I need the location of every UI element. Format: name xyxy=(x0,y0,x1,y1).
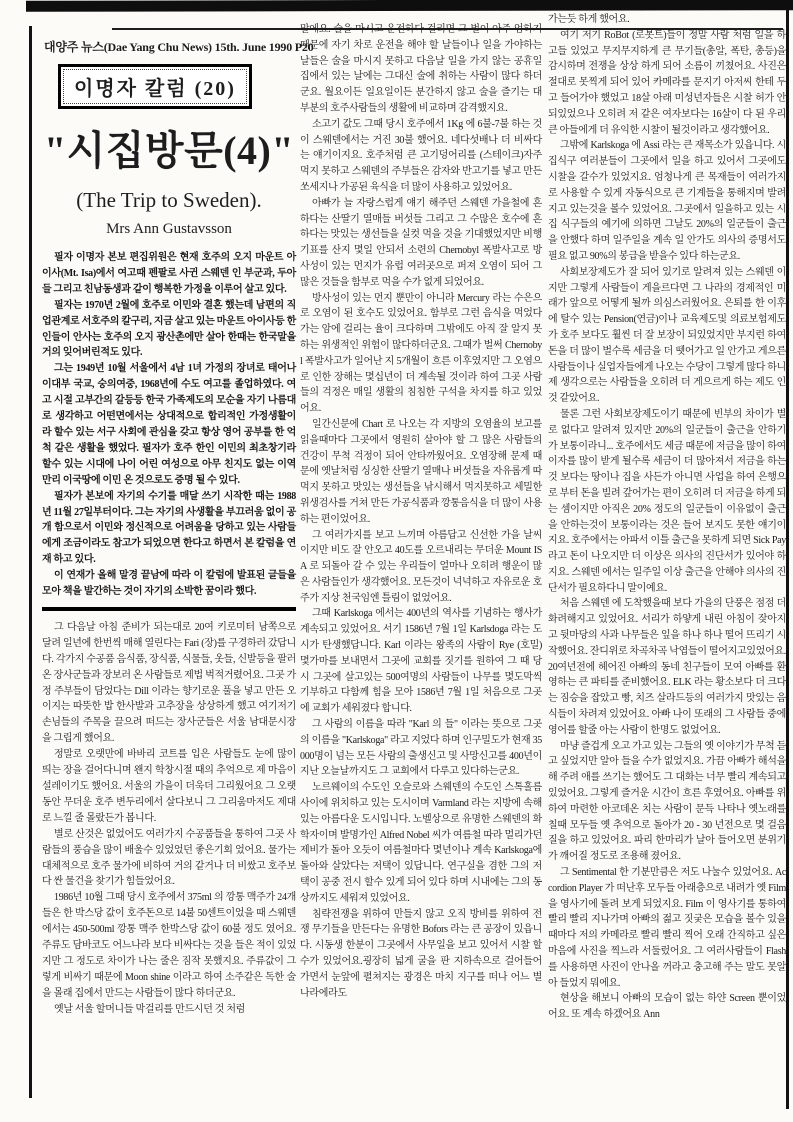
body-paragraph: 마냥 즐겁게 오고 가고 있는 그들의 옛 이야기가 무척 듣고 싶었지만 알아 들을 수가 없었지요. 가끔 아빠가 해석을 해 주려 애를 쓰기는 했어도 그 대화는 너무 빨리 계속되고 있었어요. 그렇게 즐거운 시간이 흐른 후였어요. 아빠를 위하여 마련한 아코데온 치는 사람이 문득 나타나 옛노래를 칠때 모두들 옛 추억으로 돌아가 20 - 30 년전으로 몇 걸음질을 하고 있었어요. 파리 한마리가 날아 들어오면 분위기가 깨어질 정도로 조용해 졌어요. xyxy=(548,740,786,863)
column-2 xyxy=(300,22,542,1001)
body-paragraph: 사회보장제도가 잘 되어 있기로 알려져 있는 스웨덴 이지만 그렇게 사람들이 게을르다면 그 나라의 경제적인 미래가 앞으로 어떻게 될까 의심스러웠어요. 은퇴를 한 이후에 탈수 있는 Pension(연금)이나 교육제도및 의료보험제도가 호주 보다도 훨씬 더 잘 보장이 되있었지만 부지런 하여 돈을 더 많이 벌수록 세금을 더 뗏어가고 일 안가고 게으른 사람들이나 실업자들에게 나오는 수당이 그렇게 많다 하니 제 생각으로는 사람들을 오히려 더 게으르게 하는 제도 인것 같았어요. xyxy=(548,266,786,405)
body-paragraph: 그 여러가지를 보고 느끼며 아름답고 신선한 가을 날씨 이지만 비도 잘 안오고 40도를 오르내리는 무더운 Mount ISA 로 되돌아 갈 수 있는 우리들이 얼마나 오히려 행운이 많은 사람들인가 생각했어요. 모든것이 넉넉하고 자유로운 호주가 지상 천국임엔 틀림이 없었어요. xyxy=(300,529,542,604)
body-paragraph: 방사성이 있는 먼지 뿐만이 아니라 Mercury 라는 수은으로 오염이 된 호수도 있었어요. 함부로 그런 음식을 먹었다가는 암에 걸리는 율이 크다하며 그밖에도 아직 잘 알지 못하는 위생적인 위험이 많다하더군요. 그때가 벌써 Chernobyl 폭발사고가 일어난 지 5개월이 흐른 이후였지만 그 오염으로 인한 장해는 몇십년이 더 계속될 것이라 하여 그곳 사람들의 걱정은 매일 생활의 침침한 구석을 차지를 하고 있었어요. xyxy=(300,292,542,415)
article-title: "시집방문(4)" xyxy=(43,128,295,173)
intro-paragraph: 필자 이명자 본보 편집위원은 현재 호주의 오지 마운트 아이사(Mt. Isa)에서 여고때 펜팔로 사귄 스웨덴 인 부군과, 두아들 그리고 친남동생과 같이 행복한 가정을 이루어 살고 있다. xyxy=(42,252,296,295)
column-3 xyxy=(548,12,786,1023)
body-paragraph: 물론 그런 사회보장제도이기 때문에 빈부의 차이가 별로 없다고 알려져 있지만 20%의 일군들이 출근을 안하기가 보통이라니... 호주에서도 세금 때문에 저금을 많이 하여 이자를 많이 받게 될수록 세금이 더 많아져서 저금을 하는것 보다는 땅이나 집을 사든가 아니면 사업을 하여 은행으로 부터 돈을 빌려 갚어가는 편이 오히려 더 저금을 하게 되는 셈이지만 아직은 20% 정도의 일군들이 이유없이 출근을 안하는것이 보통이라는 것은 들어 보지도 못한 얘기이지요. 호주에서는 아파서 이틀 출근을 못하게 되면 Sick Pay 라고 돈이 나오지만 더 이상은 의사의 진단서가 있어야 하지요. 스웨덴 에서는 일주일 이상 출근을 안해야 의사의 진단서가 필요하다니 말이예요. xyxy=(548,408,786,594)
body-paragraph: 아빠가 늘 자랑스럽게 얘기 해주던 스웨덴 가을철에 흔하다는 산딸기 열매들 버섯들 그리고 그 수많은 호수에 흔하다는 맛있는 생선들을 실컷 먹을 것을 기대했었지만 비행기표를 산지 몇일 안되서 소련의 Chernobyl 폭발사고로 방사성이 있는 먼지가 유럽 여러곳으로 퍼져 오염이 되어 그 많은 것들을 함부로 먹을 수가 없게 되었어요. xyxy=(300,197,542,288)
body-paragraph: 1986년 10월 그때 당시 호주에서 375ml 의 깡통 맥주가 24개 들은 한 박스당 값이 호주돈으로 14불 50센트이었을 때 스웨덴에서는 450-500ml 깡통 맥주 한박스당 값이 60불 정도 였어요. 주류도 담바코도 어느나라 보다 비싸다는 것을 들은 적이 있었지만 그 정도로 차이가 나는 줄은 짐작 못했지요. 주류값이 그렇게 비싸기 때문에 Moon shine 이라고 하여 소주같은 독한 술을 몰래 집에서 만드는 사람들이 많다 하더군요. xyxy=(42,892,296,999)
scan-border-left xyxy=(29,26,32,1098)
column-badge xyxy=(58,64,252,109)
byline: Mrs Ann Gustavsson xyxy=(106,221,232,237)
column-badge-label: 이명자 칼럼 (20) xyxy=(63,69,247,104)
column-badge-wrap xyxy=(58,64,296,109)
intro-paragraph: 필자는 1970년 2월에 호주로 이민와 결혼 했는데 남편의 직업관계로 서호주의 칼구리, 지금 살고 있는 마운트 아이사등 한인들이 안사는 호주의 오지 광산촌에만 살아 한때는 한국말을 거의 잊어버린적도 있다. xyxy=(42,299,296,359)
body-paragraph: 그때 Karlskoga 에서는 400년의 역사를 기념하는 행사가 계속되고 있었어요. 서기 1586년 7월 1일 Karlsdoga 라는 도시가 탄생했답니다. Karl 이라는 왕족의 사람이 Rye (호밀) 몇가마를 보내면서 그곳에 교회를 짓기를 원하여 그 때 당시 그곳에 살고있는 500여명의 사람들이 나무를 몇도막씩 기부하고 다함께 힘을 모아 1586년 7월 1일 처음으로 그곳에 교회가 세워졌다 합니다. xyxy=(300,608,542,715)
intro-paragraph: 이 연재가 올해 말경 끝남에 따라 이 칼럼에 발표된 글들을 모아 책을 발간하는 것이 자기의 소박한 꿈이라 했다. xyxy=(42,570,296,598)
scan-border-right xyxy=(786,9,789,1109)
editor-intro xyxy=(42,250,296,600)
column-1 xyxy=(42,14,314,1018)
body-paragraph: 일간신문에 Chart 로 나오는 각 지방의 오염율의 보고를 읽을때마다 그곳에서 영원히 살아야 할 그 많은 사람들의 건강이 무척 걱정이 되어 안타까웠어요. 오염장해 문제 때문에 옛날처럼 싱싱한 산딸기 열매나 버섯들을 자유롭게 따 먹지 못하고 맛있는 생선들을 낚시해서 먹지못하고 세밀한 위생검사를 거쳐 만든 가공식품과 깡통음식을 더 많이 사용하는 편이었어요. xyxy=(300,418,542,525)
body-paragraph: 별로 산것은 없었어도 여러가지 수공품들을 통하여 그곳 사람들의 풍습을 많이 배울수 있었었던 좋은기회 었어요. 물가는 대체적으로 호주 물가에 비하여 거의 같거나 더 비쌌고 호주보다 싼 물건을 찾기가 힘들었어요. xyxy=(42,828,296,888)
section-divider xyxy=(42,607,296,611)
body-paragraph: 여기 저기 RoBot (로봇트)들이 정말 사람 처럼 일을 하고들 있었고 무지무지하게 큰 무기들(총알, 폭탄, 총등)을 감시하며 전쟁을 상상 하게 되어 소름이 끼쳤어요. 사진은 절대로 못찍게 되어 있어 카메라를 문지기 아저씨 한테 두고 들어가야 했었고 18살 아래 미성년자들은 시찰 허가 안되있었으나 오히려 저 같은 여자보다는 16살이 다 된 우리 큰 아들에게 더 유익한 시찰이 될것이라고 생각했어요. xyxy=(548,29,786,136)
body-paragraph: 그밖에 Karlskoga 에 Assi 라는 큰 재목소가 있읍니다. 시집식구 여러분들이 그곳에서 일을 하고 있어서 그곳에도 시찰을 갈수가 있었지요. 엄청나게 큰 목재들이 여러가지로 사용할 수 있게 자동식으로 큰 기계들을 통해지며 발려지고 있는것을 볼수 있었어요. 그곳에서 일을하고 있는 시집 식구들의 예기에 의하면 그날도 20%의 일군들이 출근을 안했다 하며 일주일을 계속 일 안가도 의사의 증명서도 필요 없고 90%의 봉급을 받을수 있다 하는군요. xyxy=(548,140,786,262)
body-paragraph: 가는듯 하게 했어요. xyxy=(548,14,630,25)
intro-paragraph: 필자가 본보에 자기의 수기를 매달 쓰기 시작한 때는 1988년 11월 27일부터이다. 그는 자기의 사생활을 부끄러움 없이 공개 함으로서 이민와 정신적으로 어려움을 당하고 있는 사람들에게 조금이라도 참고가 되었으면 한다고 하면서 본 칼럼을 연재 하고 있다. xyxy=(42,490,296,566)
body-paragraph: 그 Sentimental 한 기분만큼은 저도 나눌수 있었어요. Accordion Player 가 떠난후 모두들 아래층으로 내려가 옛 Film 을 영사기에 돌려 보게 되었지요. Film 이 영사기를 통하여 빨리 빨리 지나가며 아빠의 젊고 짓궂은 모습을 볼수 있을때마다 저의 카메라로 빨리 빨리 찍어 오래 간직하고 싶은 마음에 사진을 찍느라 서둘렀어요. 그 여러사람들이 Flash 를 사용하면 사진이 안나올 꺼라고 충고해 주는 말도 못알아 들었지 뭐에요. xyxy=(548,867,786,989)
body-paragraph: 옛날 서울 할머니들 막걸리를 만드시던 것 처럼 xyxy=(54,1003,246,1015)
body-paragraph: 현상을 해보니 아빠의 모습이 없는 하얀 Screen 뿐이었어요. 또 계속 하겠어요 Ann xyxy=(548,993,786,1021)
body-paragraph: 그 사람의 이름을 따라 "Karl 의 들" 이라는 뜻으로 그곳의 이름을 "Karlskoga" 라고 지었다 하며 인구밀도가 현재 35000명이 넘는 모든 사람의 출생신고 및 사망신고를 400년이 지난 오늘날까지도 그 교회에서 다루고 있다하는군요. xyxy=(300,719,542,778)
body-paragraph: 노르웨이의 수도인 오슬로와 스웨덴의 수도인 스톡홀름 사이에 위치하고 있는 도시이며 Varmland 라는 지방에 속해있는 아름다운 도시입니다. 노벨상으로 유명한 스웨덴의 화학자이며 발명가인 Alfred Nobel 씨가 여름철 따라 멀리가던 제비가 돌아 오듯이 여름철마다 몇년이나 계속 Karlskoga에 돌아와 살았다는 저택이 있답니다. 연구실을 겸한 그의 저택이 공중 전시 할수 있게 되어 있다 하며 시내에는 그의 동상까지도 세워져 있었어요. xyxy=(300,782,542,904)
masthead: 대양주 뉴스(Dae Yang Chu News) 15th. June 1990 P20 xyxy=(44,40,314,54)
body-paragraph: 처음 스웨덴 에 도착했을때 보다 가을의 단풍은 점점 더 화려해지고 있었어요. 서리가 하얗게 내린 아침이 잦아지고 뒷마당의 사과 나무들은 잎을 하나 하나 떨어 뜨리기 시작했어요. 잔디위로 차곡차곡 낙엽들이 떨어지고있었어요. 20여년전에 헤어진 아빠의 동네 친구들이 모여 아빠를 환영하는 큰 파티를 준비했어요. ELK 라는 황소보다 더 크다는 짐승을 잡았고 빵, 치즈 살라드등의 여러가지 맛있는 음식들이 차려져 있었어요. 아빠 나이 또래의 그 사람들 중에 영어를 할줄 아는 사람이 한명도 없었어요. xyxy=(548,598,786,736)
article-subtitle: (The Trip to Sweden). xyxy=(76,188,262,212)
body-paragraph: 정말로 오랫만에 바바리 코트를 입은 사람들도 눈에 많이 띄는 장을 걸어다니며 왠지 학창시절 때의 추억으로 제 마음이 설레이기도 했어요. 서울의 가을이 더욱더 그리웠어요 그 오랫동안 무더운 호주 변두리에서 살다보니 그 그리움마저도 제대로 느낄 줄 몰랐든가 봅니다. xyxy=(42,749,296,824)
body-paragraph: 소고기 값도 그때 당시 호주에서 1Kg 에 6불-7불 하는 것이 스웨덴에서는 거진 30불 했어요. 네다섯배나 더 비싸다는 얘기이지요. 호주처럼 큰 고기덩어리를 (스테이크)자주 먹지 못하고 스웨덴의 주부들은 감자와 반고기를 넣고 만든 쏘세지나 가공된 육식을 더 많이 사용하고 있었어요. xyxy=(300,118,542,193)
body-paragraph: 그 다음날 아침 준비가 되는대로 20여 키로미터 남쪽으로 달려 일년에 한번씩 매해 열린다는 Fari (장)를 구경하러 갔답니다. 각가지 수공품 음식품, 장식품, 식물들, 옷들, 신발등을 팔러온 장사군들과 장보러 온 사람들로 제법 벅적거렸어요. 그곳 가정 주부들이 담었다는 Dill 이라는 향기로운 풀을 넣고 만든 오이지는 따뜻한 밥 한사발과 고추장을 상상하게 했고 여기저기 손님들의 주목을 끌으려 떠드는 장사군들은 서울 남대문시장을 그립게 했어요. xyxy=(42,621,296,745)
body-paragraph: 말에요. 술을 마시고 운전하다 걸리면 그 벌이 아주 엄하기 때문에 자기 차로 운전을 해야 할 날들이나 일을 가야하는 날들은 술을 마시지 못하고 다음날 일을 가지 않는 공휴일 집에서 있는 날에는 그대신 술에 취하는 사람이 많다 하더군요. 월요이든 일요일이든 분간하지 않고 술을 즐기는 대부분의 호주사람들의 생활에 비교하며 감격했지요. xyxy=(300,24,542,114)
intro-paragraph: 그는 1949년 10월 서울에서 4남 1녀 가정의 장녀로 태어나 이대부 국교, 숭의여중, 1968년에 수도 여고를 졸업하였다. 여고 시절 고부간의 갈등등 한국 가족제도의 모순을 자기 나름대로 생각하고 어떤면에서는 상대적으로 합리적인 가정생활이라 할수 있는 서구 사회에 관심을 갖고 항상 영어 공부를 한 억척 같은 생활을 했었다. 필자가 호주 한인 이민의 최초창기라 할수 있는 시대에 나이 어린 여성으로 아무 친지도 없는 이역 만리 이국땅에 이민 온 것으로도 증명 될 수 있다. xyxy=(42,363,296,486)
body-paragraph: 침략전쟁을 위하여 만들지 않고 오직 방비를 위하여 전쟁 무기들을 만든다는 유명한 Bofors 라는 큰 공장이 있읍니다. 시동생 한분이 그곳에서 사무일을 보고 있어서 시찰 할수가 있었어요.굉장히 넓게 굴을 판 지하속으로 걸어들어 가면서 눈앞에 펼쳐지는 광경은 마치 지구를 떠나 어느 별나라에라도 xyxy=(300,908,542,999)
scan-border-top xyxy=(26,0,793,12)
